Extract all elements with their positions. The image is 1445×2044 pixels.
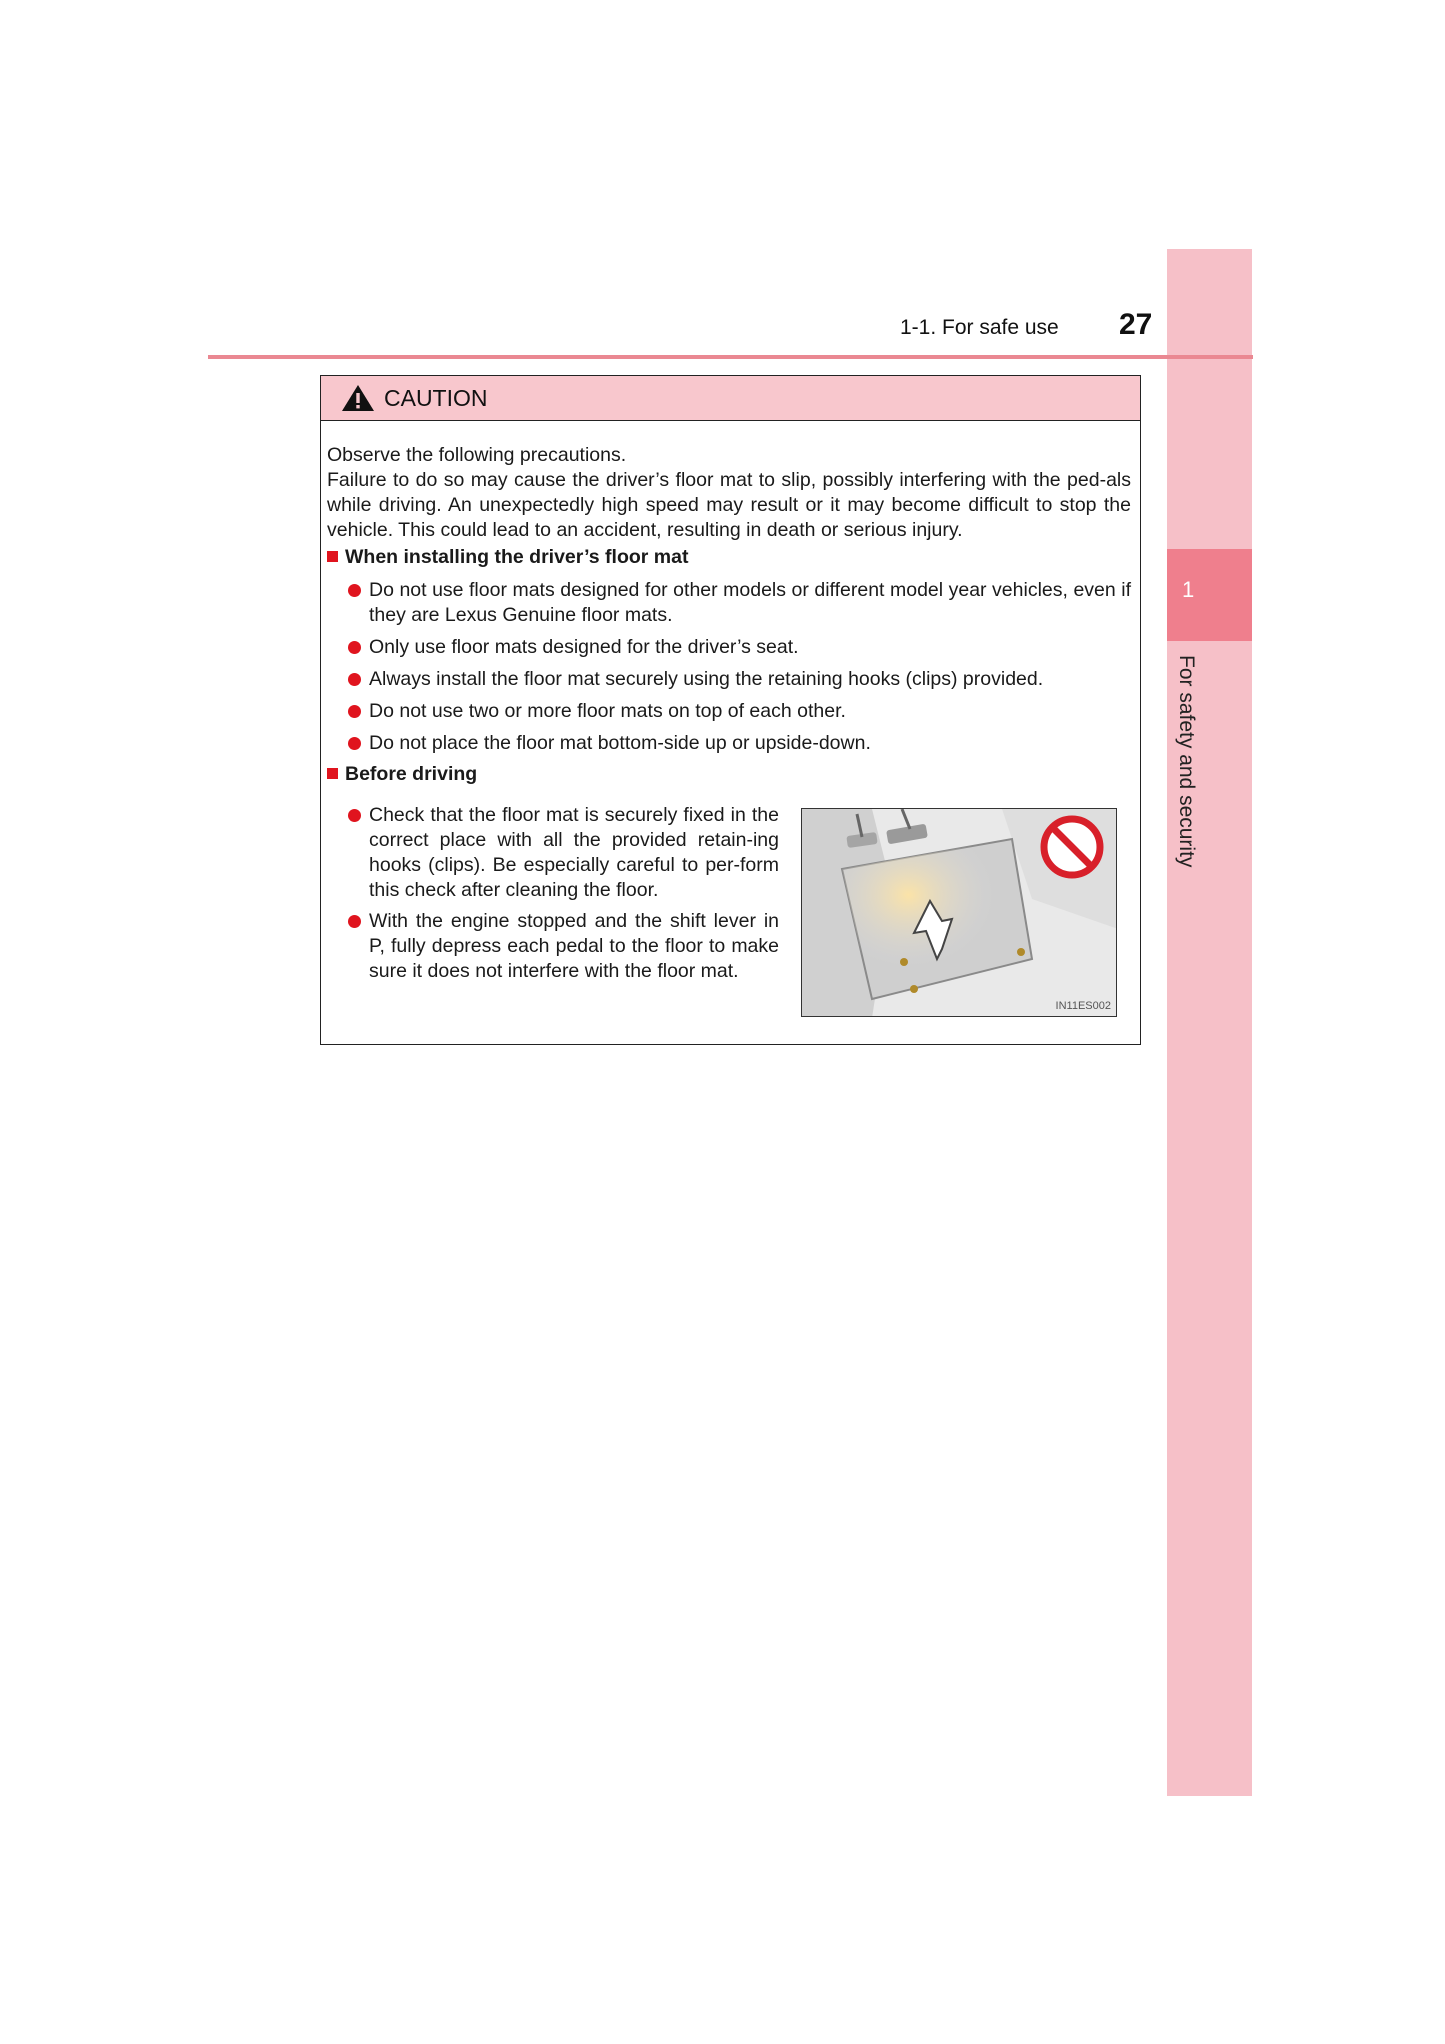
- side-strip: [1167, 249, 1252, 1796]
- floor-mat-drawing: [802, 809, 1117, 1017]
- bullet-item: Only use floor mats designed for the driver’s seat.: [348, 635, 1131, 660]
- red-bullet-icon: [348, 673, 361, 686]
- red-bullet-icon: [348, 737, 361, 750]
- section-heading-before-driving: Before driving: [327, 763, 477, 786]
- caution-title: CAUTION: [384, 385, 488, 411]
- warning-triangle-icon: [341, 384, 375, 412]
- bullet-item: Do not use floor mats designed for other models or different model year vehicles, even if they are Lexus Genuine floor mats.: [348, 578, 1131, 628]
- red-bullet-icon: [348, 641, 361, 654]
- caution-header: [321, 376, 1140, 421]
- red-bullet-icon: [348, 584, 361, 597]
- red-bullet-icon: [348, 809, 361, 822]
- page-number: 27: [1119, 308, 1153, 341]
- red-square-icon: [327, 551, 338, 562]
- chapter-title-vertical: [1174, 655, 1204, 875]
- bullet-item: Do not use two or more floor mats on top of each other.: [348, 699, 1131, 724]
- bullet-item: Do not place the floor mat bottom-side up or upside-down.: [348, 731, 1131, 756]
- bullet-item: Check that the floor mat is securely fixed in the correct place with all the provided retain-ing hooks (clips). Be especially careful to per-form this check after cleaning the floor.: [348, 803, 779, 903]
- header-divider: [208, 355, 1253, 359]
- red-bullet-icon: [348, 705, 361, 718]
- caution-box: [320, 375, 1141, 1045]
- floor-mat-illustration: [801, 808, 1117, 1017]
- chapter-number: 1: [1182, 577, 1195, 602]
- chapter-tab[interactable]: [1167, 549, 1252, 641]
- red-bullet-icon: [348, 915, 361, 928]
- section-title: 1-1. For safe use: [900, 316, 1059, 339]
- red-square-icon: [327, 768, 338, 779]
- section-heading-installing: When installing the driver’s floor mat: [327, 546, 688, 569]
- illustration-code: IN11ES002: [1055, 1000, 1111, 1012]
- chapter-title: For safety and security: [1175, 655, 1198, 868]
- intro-line-1: Observe the following precautions.: [327, 444, 627, 466]
- bullet-item: With the engine stopped and the shift lever in P, fully depress each pedal to the floor to make sure it does not interfere with the floor mat.: [348, 909, 779, 984]
- bullet-item: Always install the floor mat securely using the retaining hooks (clips) provided.: [348, 667, 1131, 692]
- intro-paragraph: Failure to do so may cause the driver’s floor mat to slip, possibly interfering with the ped-als while driving. An unexpectedly high speed may result or it may become difficult to stop the vehicle. This could lead to an accident, resulting in death or serious injury.: [327, 469, 1131, 541]
